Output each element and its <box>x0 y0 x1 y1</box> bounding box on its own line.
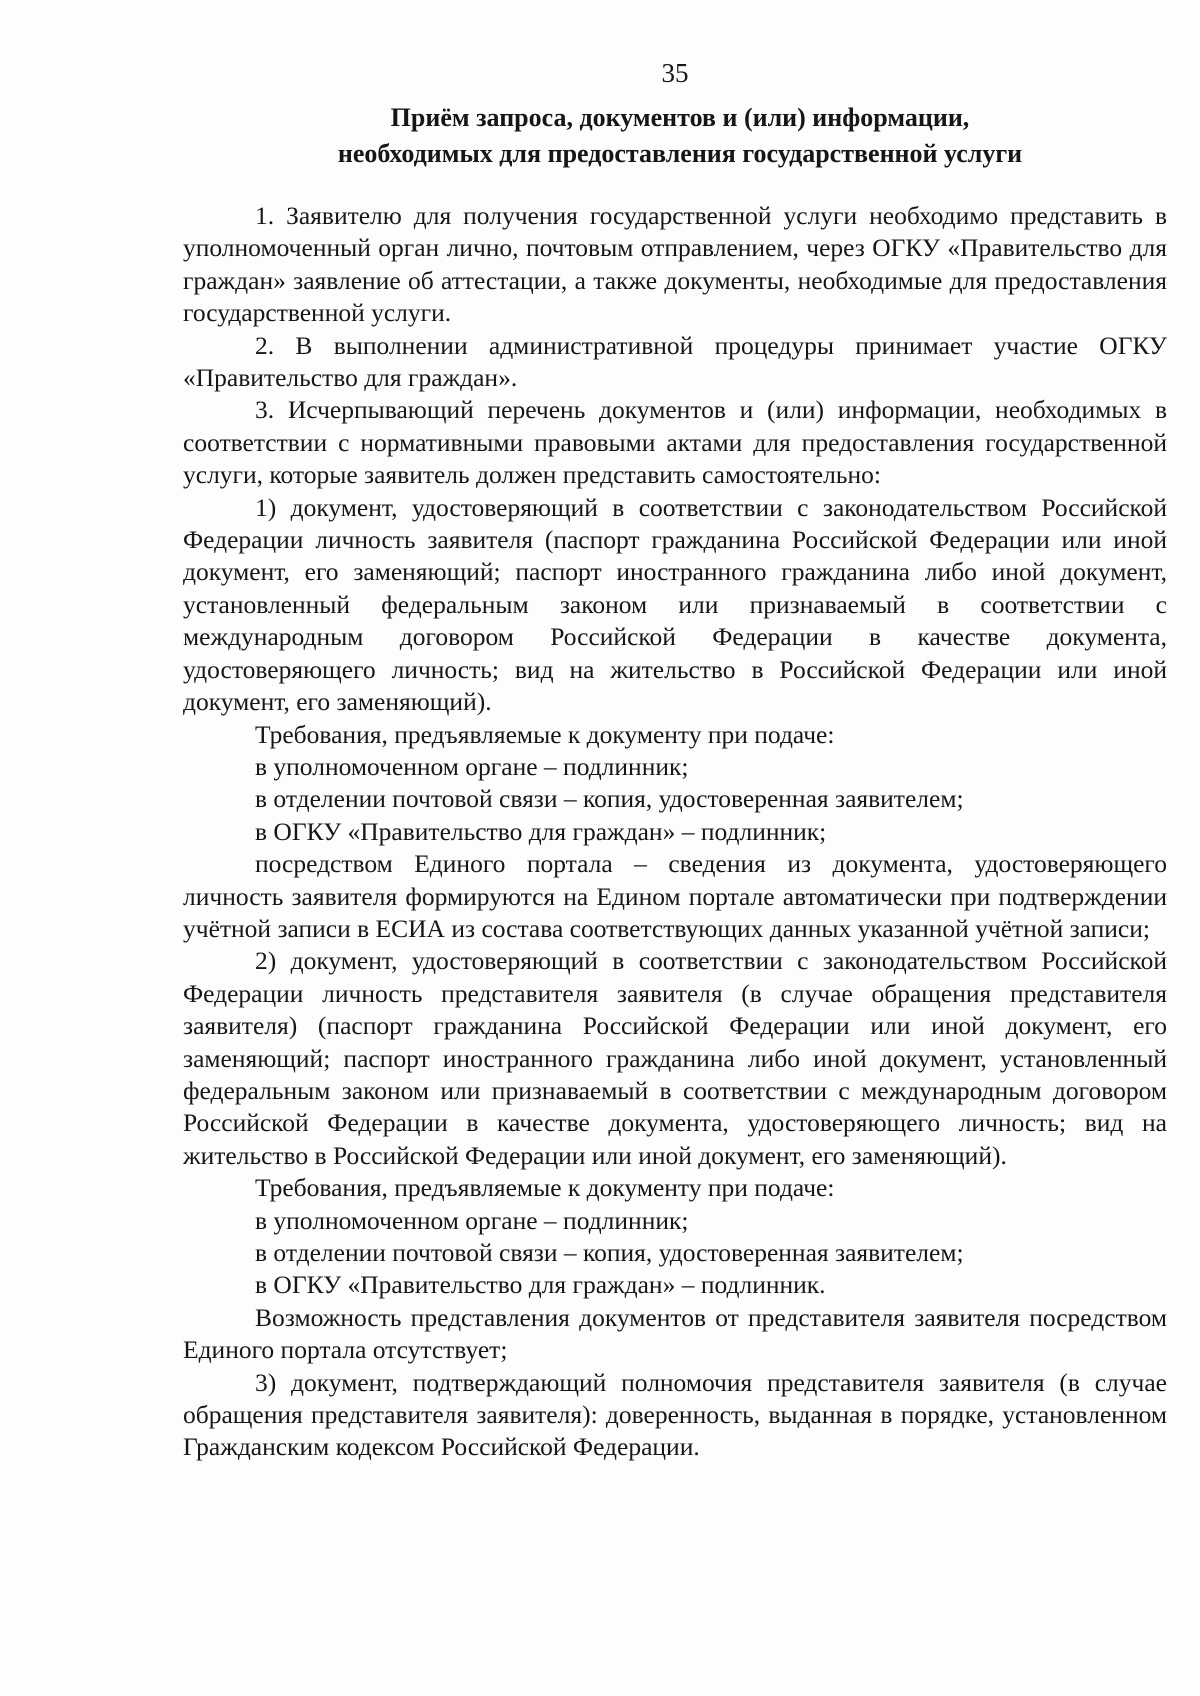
paragraph: в ОГКУ «Правительство для граждан» – подлинник. <box>255 1270 826 1300</box>
paragraph: в уполномоченном органе – подлинник; <box>255 751 689 781</box>
paragraph: в уполномоченном органе – подлинник; <box>255 1205 689 1235</box>
document-body <box>183 200 1167 1464</box>
paragraph: Требования, предъявляемые к документу при подаче: <box>255 1173 835 1203</box>
list-item: 2) документ, удостоверяющий в соответствии с законодательством Российской Федерации личность представителя заявителя (в случае обращения представителя заявителя) (паспорт гражданина Российской Федерации или иной документ, его заменяющий; паспорт иностранного гражданина либо иной документ, установленный федеральным законом или признаваемый в соответствии с международным договором Российской Федерации в качестве документа, удостоверяющего личность; вид на жительство в Российской Федерации или иной документ, его заменяющий). <box>183 946 1167 1170</box>
paragraph: 3. Исчерпывающий перечень документов и (или) информации, необходимых в соответствии с нормативными правовыми актами для предоставления государственной услуги, которые заявитель должен представить самостоятельно: <box>183 395 1167 490</box>
paragraph: Требования, предъявляемые к документу при подаче: <box>255 719 835 749</box>
list-item: 1) документ, удостоверяющий в соответствии с законодательством Российской Федерации личность заявителя (паспорт гражданина Российской Федерации или иной документ, его заменяющий; паспорт иностранного гражданина либо иной документ, установленный федеральным законом или признаваемый в соответствии с международным договором Российской Федерации в качестве документа, удостоверяющего личность; вид на жительство в Российской Федерации или иной документ, его заменяющий). <box>183 492 1167 717</box>
page-number: 35 <box>661 58 689 88</box>
heading-line-2: необходимых для предоставления государственной услуги <box>337 139 1023 168</box>
paragraph: в ОГКУ «Правительство для граждан» – подлинник; <box>255 816 827 846</box>
heading-line-1: Приём запроса, документов и (или) информации, <box>390 103 970 132</box>
paragraph: Возможность представления документов от представителя заявителя посредством Единого портала отсутствует; <box>183 1302 1167 1365</box>
paragraph: посредством Единого портала – сведения из документа, удостоверяющего личность заявителя формируются на Едином портале автоматически при подтверждении учётной записи в ЕСИА из состава соответствующих данных указанной учётной записи; <box>183 849 1167 943</box>
paragraph: в отделении почтовой связи – копия, удостоверенная заявителем; <box>255 784 964 814</box>
paragraph: 1. Заявителю для получения государственной услуги необходимо представить в уполномоченный орган лично, почтовым отправлением, через ОГКУ «Правительство для граждан» заявление об аттестации, а также документы, необходимые для предоставления государственной услуги. <box>183 201 1167 328</box>
paragraph: 2. В выполнении административной процедуры принимает участие ОГКУ «Правительство для граждан». <box>183 330 1167 393</box>
paragraph: в отделении почтовой связи – копия, удостоверенная заявителем; <box>255 1238 964 1267</box>
section-heading <box>180 100 1180 172</box>
list-item: 3) документ, подтверждающий полномочия представителя заявителя (в случае обращения представителя заявителя): доверенность, выданная в порядке, установленном Гражданским кодексом Российской Федерации. <box>183 1367 1167 1462</box>
